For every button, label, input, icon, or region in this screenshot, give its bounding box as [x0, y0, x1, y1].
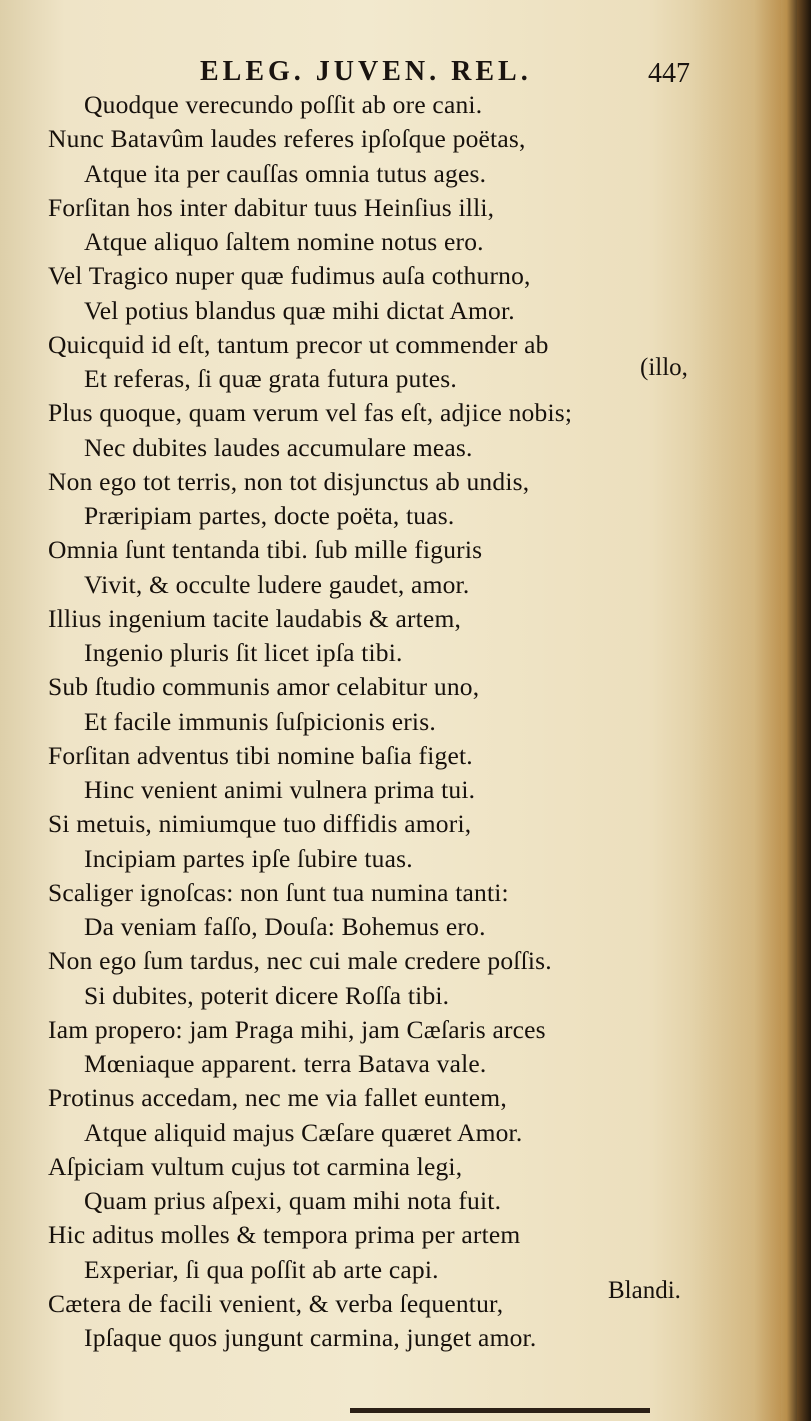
running-head: ELEG. JUVEN. REL. [200, 56, 532, 87]
verse-line: Experiar, ſi qua poſſit ab arte capi. [84, 1254, 439, 1284]
verse-line: Plus quoque, quam verum vel fas eſt, adjice nobis; [48, 398, 573, 428]
verse-line: Hic aditus molles & tempora prima per artem [48, 1220, 521, 1250]
verse-line: Iam propero: jam Praga mihi, jam Cæſaris arces [48, 1014, 546, 1044]
verse-line: Aſpiciam vultum cujus tot carmina legi, [48, 1151, 463, 1181]
verse-line: Mœniaque apparent. terra Batava vale. [84, 1049, 487, 1078]
verse-line: Vel potius blandus quæ mihi dictat Amor. [84, 295, 515, 325]
verse-line: Ingenio pluris ſit licet ipſa tibi. [84, 638, 403, 667]
verse-line: Et facile immunis ſuſpicionis eris. [84, 706, 436, 736]
verse-line: Illius ingenium tacite laudabis & artem, [48, 603, 462, 633]
verse-line: Nunc Batavûm laudes referes ipſoſque poëtas, [48, 124, 526, 154]
turnover-text: (illo, [640, 354, 688, 381]
verse-line: Ipſaque quos jungunt carmina, junget amor. [84, 1323, 537, 1352]
verse-line: Vel Tragico nuper quæ fudimus auſa cothurno, [48, 261, 531, 291]
verse-line: Non ego tot terris, non tot disjunctus ab undis, [48, 466, 530, 496]
verse-line: Quicquid id eſt, tantum precor ut commender ab [48, 329, 549, 359]
verse-line: Nec dubites laudes accumulare meas. [84, 432, 473, 462]
page-number: 447 [648, 58, 690, 89]
verse-line: Non ego ſum tardus, nec cui male credere poſſis. [48, 946, 552, 976]
verse-line: Incipiam partes ipſe ſubire tuas. [84, 843, 413, 873]
verse-line: Præripiam partes, docte poëta, tuas. [84, 501, 455, 530]
verse-line: Scaliger ignoſcas: non ſunt tua numina tanti: [48, 877, 509, 907]
verse-line: Quam prius aſpexi, quam mihi nota fuit. [84, 1186, 502, 1215]
book-spine [797, 0, 811, 1421]
verse-line: Cætera de facili venient, & verba ſequentur, [48, 1288, 504, 1318]
verse-line: Atque aliquid majus Cæſare quæret Amor. [84, 1117, 523, 1147]
verse-line: Da veniam faſſo, Douſa: Bohemus ero. [84, 912, 486, 941]
verse-line: Si dubites, poterit dicere Roſſa tibi. [84, 980, 450, 1010]
verse-line: Vivit, & occulte ludere gaudet, amor. [84, 569, 470, 599]
verse-line: Et referas, ſi quæ grata futura putes. [84, 364, 457, 393]
verse-line: Quodque verecundo poſſit ab ore cani. [84, 90, 483, 119]
catchword: Blandi. [608, 1277, 681, 1304]
verse-line: Atque aliquo ſaltem nomine notus ero. [84, 227, 484, 256]
verse-body [48, 88, 738, 1355]
verse-line: Forſitan hos inter dabitur tuus Heinſius illi, [48, 192, 495, 222]
verse-line: Hinc venient animi vulnera prima tui. [84, 775, 476, 804]
verse-line: Forſitan adventus tibi nomine baſia figet. [48, 740, 473, 770]
bottom-edge [350, 1408, 650, 1413]
page-header [200, 52, 720, 92]
verse-line: Si metuis, nimiumque tuo diffidis amori, [48, 809, 472, 839]
verse-line: Protinus accedam, nec me via fallet euntem, [48, 1083, 507, 1113]
verse-line: Sub ſtudio communis amor celabitur uno, [48, 672, 480, 702]
verse-line: Omnia ſunt tentanda tibi. ſub mille figuris [48, 535, 483, 565]
verse-line: Atque ita per cauſſas omnia tutus ages. [84, 158, 487, 188]
